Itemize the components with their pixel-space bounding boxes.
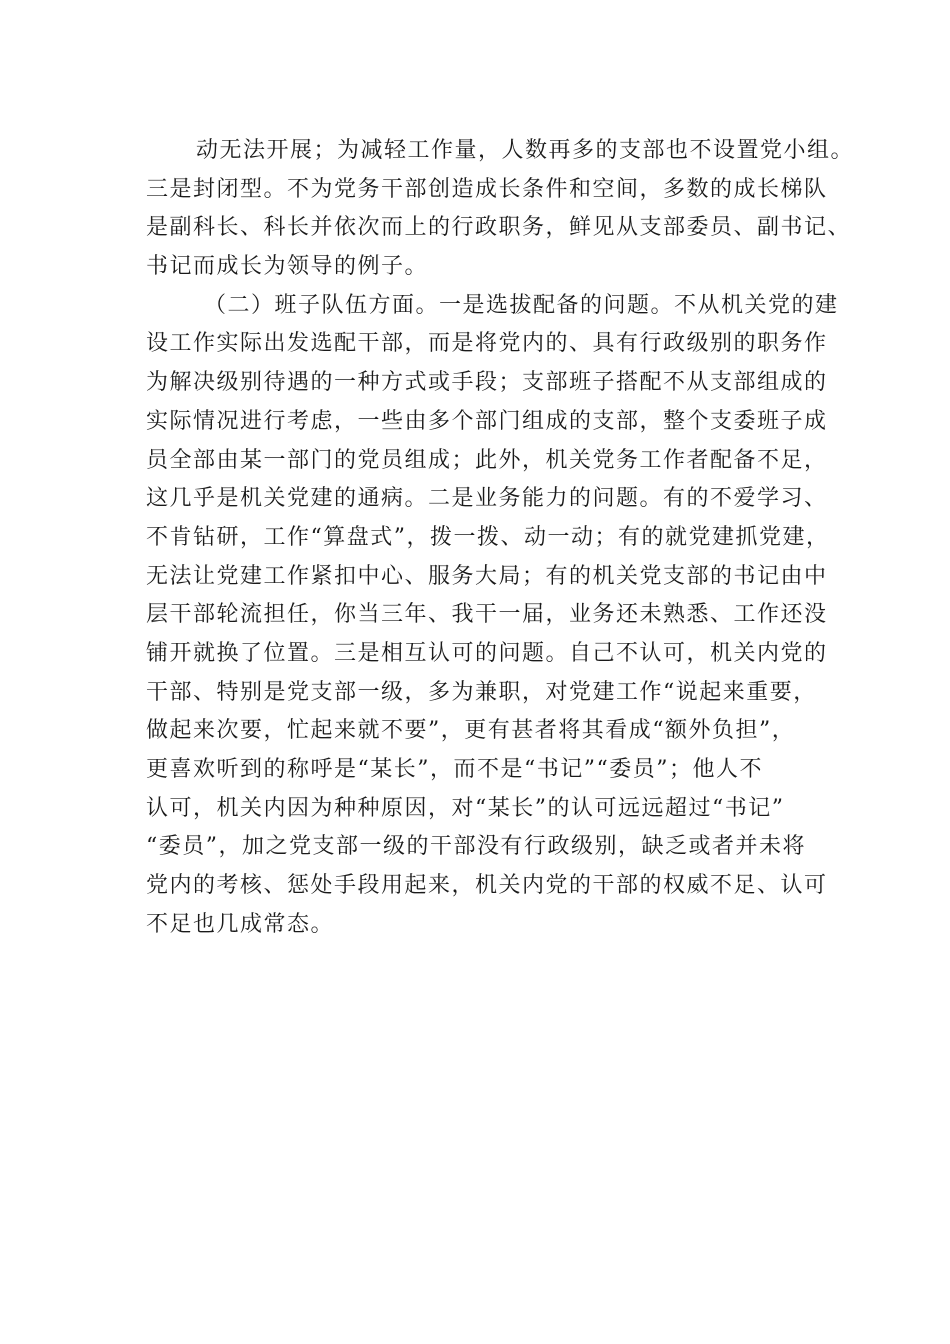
text-line: 这几乎是机关党建的通病。二是业务能力的问题。有的不爱学习、 <box>146 486 828 512</box>
text-line: 设工作实际出发选配干部，而是将党内的、具有行政级别的职务作 <box>146 331 828 357</box>
text-line: 动无法开展；为减轻工作量，人数再多的支部也不设置党小组。 <box>196 138 855 163</box>
text-line: 员全部由某一部门的党员组成；此外，机关党务工作者配备不足， <box>146 447 828 473</box>
text-line: 书记而成长为领导的例子。 <box>146 254 429 280</box>
text-line: 实际情况进行考虑，一些由多个部门组成的支部，整个支委班子成 <box>146 408 828 434</box>
text-line: 不肯钻研，工作“算盘式”，拨一拨、动一动；有的就党建抓党建， <box>146 524 830 550</box>
text-line: 为解决级别待遇的一种方式或手段；支部班子搭配不从支部组成的 <box>146 370 828 396</box>
text-line: 更喜欢听到的称呼是“某长”，而不是“书记”“委员”；他人不 <box>146 757 763 782</box>
body-text <box>146 132 855 944</box>
text-line: 三是封闭型。不为党务干部创造成长条件和空间，多数的成长梯队 <box>146 176 828 202</box>
text-line: 铺开就换了位置。三是相互认可的问题。自己不认可，机关内党的 <box>146 640 828 666</box>
text-line: 层干部轮流担任，你当三年、我干一届，业务还未熟悉、工作还没 <box>146 602 828 628</box>
section-heading-line: （二）班子队伍方面。一是选拔配备的问题。不从机关党的建 <box>204 292 839 318</box>
text-line: 是副科长、科长并依次而上的行政职务，鲜见从支部委员、副书记、 <box>146 215 852 241</box>
text-line: 干部、特别是党支部一级，多为兼职，对党建工作“说起来重要， <box>146 679 817 705</box>
text-line: “委员”，加之党支部一级的干部没有行政级别，缺乏或者并未将 <box>146 834 806 860</box>
text-line: 无法让党建工作紧扣中心、服务大局；有的机关党支部的书记由中 <box>146 563 828 589</box>
text-line: 认可，机关内因为种种原因，对“某长”的认可远远超过“书记” <box>146 795 785 821</box>
text-line: 做起来次要，忙起来就不要”，更有甚者将其看成“额外负担”， <box>146 718 796 744</box>
text-line: 党内的考核、惩处手段用起来，机关内党的干部的权威不足、认可 <box>146 873 828 899</box>
text-line: 不足也几成常态。 <box>146 911 335 937</box>
